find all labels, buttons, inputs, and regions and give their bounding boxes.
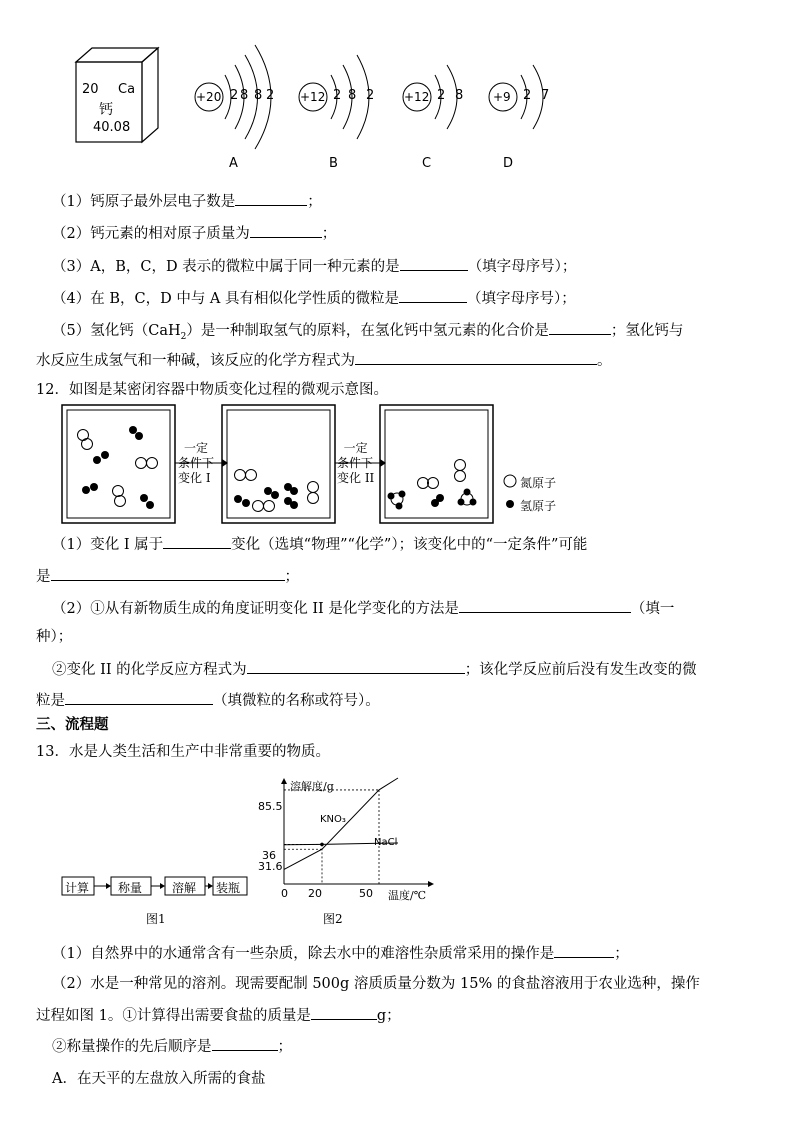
ca-name: 钙	[99, 102, 113, 118]
atom-a-shell-4: 2	[266, 88, 275, 103]
q12-p3-line2-text: 粒是	[36, 693, 65, 709]
ca-mass: 40.08	[93, 120, 131, 135]
flow-step-3: 溶解	[172, 881, 197, 895]
flow-step-1: 计算	[65, 881, 90, 895]
q11-p1-text: （1）钙原子最外层电子数是	[52, 194, 236, 210]
series-label-nacl: NaCl	[374, 837, 398, 848]
atom-c-shell-2: 8	[455, 88, 464, 103]
answer-blank[interactable]	[212, 1036, 278, 1051]
q13-p2-line2-end: g；	[376, 1008, 401, 1024]
q11-part3	[52, 256, 576, 276]
chart-ylabel: 溶解度/g	[290, 780, 334, 793]
ytick-31-6: 31.6	[258, 860, 283, 873]
q11-p4-text: （4）在 B，C，D 中与 A 具有相似化学性质的微粒是	[52, 291, 400, 307]
q11-p5-line2-text: 水反应生成氢气和一种碱，该反应的化学方程式为	[36, 353, 355, 369]
legend-hydrogen: 氢原子	[520, 499, 557, 513]
q13-option-a: A．在天平的左盘放入所需的食盐	[52, 1071, 266, 1087]
xtick-20: 20	[308, 887, 322, 900]
atom-b-nucleus: +12	[300, 90, 326, 104]
q13-part1	[52, 943, 629, 963]
q12-part1-line2	[36, 566, 299, 586]
q13-p2-line2-text: 过程如图 1。①计算得出需要食盐的质量是	[36, 1008, 311, 1024]
fig2-caption: 图2	[323, 912, 343, 926]
answer-blank[interactable]	[65, 690, 213, 705]
q12-p1-text-b: 变化（选填“物理”“化学”）；该变化中的“一定条件”可能	[231, 537, 588, 553]
q13-part2-line2	[36, 1005, 401, 1025]
section-heading: 三、流程题	[36, 716, 109, 733]
q13-p3-end: ；	[277, 1039, 292, 1055]
atom-b-label: B	[329, 156, 338, 171]
q11-part1	[52, 191, 322, 211]
q12-part2-line2: 种）；	[36, 629, 73, 645]
ytick-85-5: 85.5	[258, 800, 283, 813]
q11-part5-line2	[36, 350, 612, 370]
q12-part2	[52, 598, 674, 618]
q12-micro-diagram	[60, 403, 600, 528]
atom-c-shell-1: 2	[437, 88, 446, 103]
flow-step-2: 称量	[118, 881, 143, 895]
ca-atomic-number: 20	[82, 82, 99, 97]
q12-p1-line2-text: 是	[36, 569, 51, 585]
q12-p2-text-b: （填一	[630, 601, 675, 617]
answer-blank[interactable]	[163, 534, 231, 549]
atom-b-shell-2: 8	[348, 88, 357, 103]
q12-part1	[52, 534, 587, 554]
q12-part3-line2	[36, 690, 380, 710]
atom-d-label: D	[503, 156, 514, 171]
xtick-50: 50	[359, 887, 373, 900]
q13-part2: （2）水是一种常见的溶剂。现需要配制 500g 溶质质量分数为 15% 的食盐溶液用于农业选种，操作	[52, 976, 700, 992]
q13-p1-end: ；	[614, 946, 629, 962]
atom-c-nucleus: +12	[404, 90, 430, 104]
answer-blank[interactable]	[247, 659, 465, 674]
intersection-point	[320, 843, 324, 847]
q13-part3	[52, 1036, 292, 1056]
fig1-caption: 图1	[146, 912, 166, 926]
answer-blank[interactable]	[399, 288, 467, 303]
q12-p2-text-a: （2）①从有新物质生成的角度证明变化 II 是化学变化的方法是	[52, 601, 459, 617]
q13-p1-text: （1）自然界中的水通常含有一些杂质，除去水中的难溶性杂质常采用的操作是	[52, 946, 555, 962]
atom-c-label: C	[422, 156, 432, 171]
q11-p5-sub: 2	[180, 331, 187, 342]
q11-p5-text-b: ）是一种制取氢气的原料，在氢化钙中氢元素的化合价是	[186, 323, 549, 339]
q12-p3-end: （填微粒的名称或符号）。	[213, 693, 380, 709]
q13-title: 13．水是人类生活和生产中非常重要的物质。	[36, 744, 330, 760]
q11-p3-end: （填字母序号）；	[467, 259, 577, 275]
q11-p3-text: （3）A，B，C，D 表示的微粒中属于同一种元素的是	[52, 259, 400, 275]
atom-b-shell-1: 2	[333, 88, 342, 103]
q11-p5-text-c: ；氢化钙与	[610, 323, 684, 339]
answer-blank[interactable]	[459, 598, 631, 613]
atom-a-shell-2: 8	[240, 88, 249, 103]
arrow1-line3: 变化 I	[178, 471, 211, 485]
series-label-kno3: KNO₃	[320, 814, 346, 825]
xtick-0: 0	[281, 887, 288, 900]
q11-p1-end: ；	[307, 194, 322, 210]
flow-step-4: 装瓶	[216, 881, 241, 895]
answer-blank[interactable]	[235, 191, 307, 206]
atom-a-nucleus: +20	[196, 90, 222, 104]
q11-part2	[52, 223, 336, 243]
answer-blank[interactable]	[250, 223, 322, 238]
atom-a-shell-1: 2	[230, 88, 239, 103]
answer-blank[interactable]	[311, 1005, 377, 1020]
chart-axes	[281, 778, 434, 887]
q11-part4	[52, 288, 576, 308]
q12-p1-end: ；	[284, 569, 299, 585]
arrow2-line3: 变化 II	[337, 471, 375, 485]
q11-part5	[52, 320, 683, 346]
ca-symbol: Ca	[118, 82, 136, 97]
arrow1-label	[178, 441, 214, 486]
ytick-36: 36	[262, 849, 276, 862]
arrow1-line2: 条件下	[178, 456, 215, 470]
atom-d-shell-2: 7	[541, 88, 550, 103]
answer-blank[interactable]	[51, 566, 285, 581]
atom-a-label: A	[229, 156, 238, 171]
arrow2-line2: 条件下	[337, 456, 374, 470]
atom-a-shell-3: 8	[254, 88, 263, 103]
atom-d-shell-1: 2	[523, 88, 532, 103]
q13-p3-text: ②称量操作的先后顺序是	[52, 1039, 212, 1055]
q12-part3	[52, 659, 697, 679]
q12-p1-text-a: （1）变化 I 属于	[52, 537, 164, 553]
arrow1-line1: 一定	[184, 441, 209, 455]
q11-p2-end: ；	[321, 226, 337, 242]
arrow2-label	[337, 441, 374, 486]
answer-blank[interactable]	[549, 320, 611, 335]
answer-blank[interactable]	[400, 256, 468, 271]
q11-p4-end: （填字母序号）；	[467, 291, 576, 307]
atom-d-nucleus: +9	[493, 90, 511, 104]
q12-p3-text-b: ；该化学反应前后没有发生改变的微	[464, 662, 697, 678]
chart-xlabel: 温度/℃	[388, 889, 427, 902]
q11-p5-text-a: （5）氢化钙（CaH	[52, 323, 181, 339]
atom-b-shell-3: 2	[366, 88, 375, 103]
q12-p3-text-a: ②变化 II 的化学反应方程式为	[52, 662, 247, 678]
arrow2-line1: 一定	[343, 441, 368, 455]
q12-title: 12．如图是某密闭容器中物质变化过程的微观示意图。	[36, 382, 388, 398]
q11-p5-end: 。	[597, 353, 612, 369]
atom-structure-diagrams	[185, 35, 565, 175]
q11-p2-text: （2）钙元素的相对原子质量为	[52, 226, 250, 242]
answer-blank[interactable]	[355, 350, 597, 365]
legend-nitrogen: 氮原子	[520, 476, 557, 490]
answer-blank[interactable]	[554, 943, 614, 958]
